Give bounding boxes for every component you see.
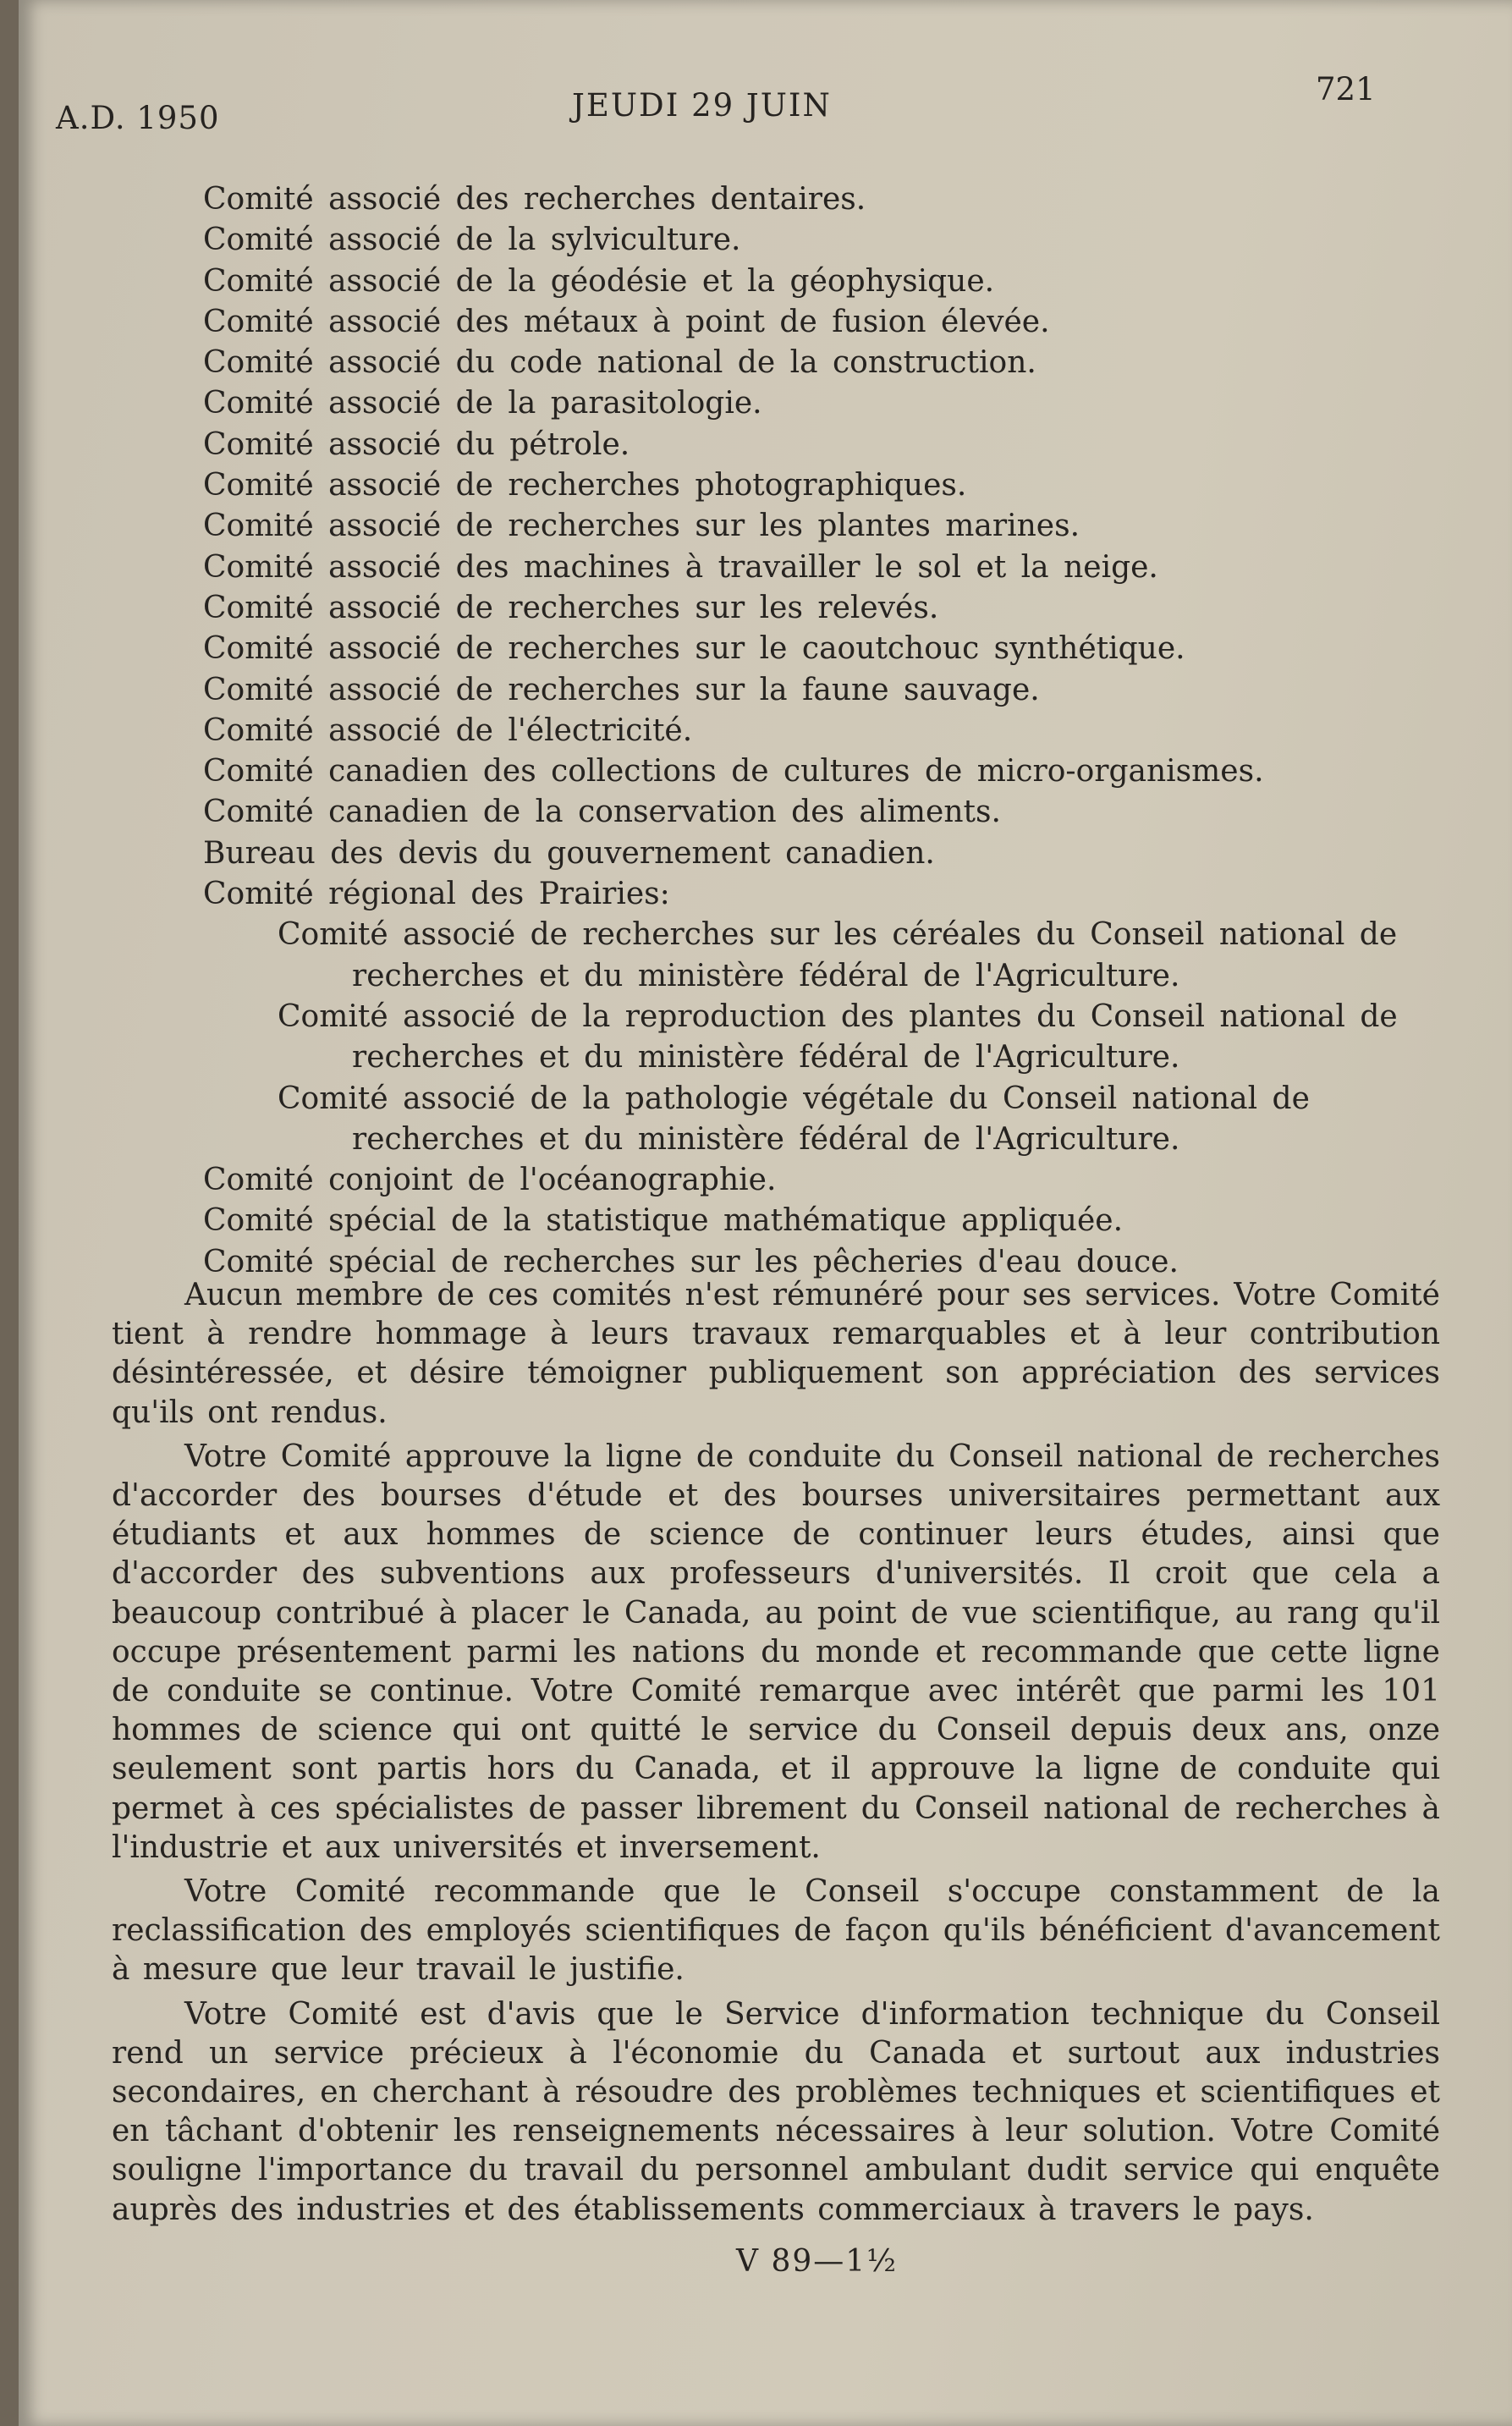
- committee-item: Comité associé des recherches dentaires.: [203, 182, 866, 217]
- header-year: A.D. 1950: [56, 100, 220, 136]
- committee-item: Comité associé des machines à travailler le sol et la neige.: [203, 549, 1158, 585]
- committee-list: [203, 179, 1438, 1283]
- prairies-heading: Comité régional des Prairies:: [203, 877, 670, 912]
- committee-item: Comité associé de recherches sur les plantes marines.: [203, 509, 1080, 544]
- page-header: [19, 0, 1512, 169]
- committee-item: Comité associé de la sylviculture.: [203, 223, 741, 258]
- committee-item: Comité associé de la géodésie et la géophysique.: [203, 263, 995, 299]
- prairies-item-text: Comité associé de recherches sur les céréales du Conseil national de recherches et du ministère fédéral de l'Agriculture.: [278, 917, 1398, 993]
- paragraph: Votre Comité approuve la ligne de conduite du Conseil national de recherches d'accorder des bourses d'étude et des bourses universitaires permettant aux étudiants et aux hommes de science de continuer leurs études, ainsi que d'accorder des subventions aux professeurs d'universités. Il croit que cela a beaucoup contribué à placer le Canada, au point de vue scientifique, au rang qu'il occupe présentement parmi les nations du monde et recommande que cette ligne de conduite se continue. Votre Comité remarque avec intérêt que parmi les 101 hommes de science qui ont quitté le service du Conseil depuis deux ans, onze seulement sont partis hors du Canada, et il approuve la ligne de conduite qui permet à ces spécialistes de passer librement du Conseil national de recherches à l'industrie et aux universités et inversement.: [112, 1439, 1440, 1865]
- committee-item: Comité spécial de la statistique mathématique appliquée.: [203, 1203, 1124, 1239]
- prairies-item-text: Comité associé de la pathologie végétale du Conseil national de recherches et du ministère fédéral de l'Agriculture.: [278, 1081, 1310, 1157]
- committee-item: Bureau des devis du gouvernement canadien.: [203, 835, 935, 871]
- prairies-item: [203, 915, 1438, 997]
- committee-item: Comité canadien des collections de cultures de micro-organismes.: [203, 754, 1264, 789]
- paragraph: Aucun membre de ces comités n'est rémunéré pour ses services. Votre Comité tient à rendre hommage à leurs travaux remarquables et à leur contribution désintéressée, et désire témoigner publiquement son appréciation des services qu'ils ont rendus.: [112, 1278, 1440, 1430]
- document-page: [19, 0, 1512, 2426]
- committee-item: Comité conjoint de l'océanographie.: [203, 1163, 777, 1198]
- committee-item: Comité associé du pétrole.: [203, 426, 630, 462]
- committee-item: Comité associé de recherches photographiques.: [203, 468, 967, 503]
- committee-item: Comité associé de recherches sur les relevés.: [203, 590, 939, 625]
- committee-item: Comité associé du code national de la construction.: [203, 345, 1036, 381]
- committee-item: Comité associé de la parasitologie.: [203, 386, 762, 421]
- committee-item: Comité associé de recherches sur la faune sauvage.: [203, 672, 1040, 707]
- committee-item: Comité spécial de recherches sur les pêcheries d'eau douce.: [203, 1244, 1179, 1279]
- committee-item: Comité associé des métaux à point de fusion élevée.: [203, 304, 1050, 339]
- committee-item: Comité associé de recherches sur le caoutchouc synthétique.: [203, 631, 1185, 667]
- prairies-item: [203, 1079, 1438, 1161]
- prairies-item: [203, 997, 1438, 1079]
- header-date: JEUDI 29 JUIN: [572, 87, 832, 124]
- committee-item: Comité canadien de la conservation des aliments.: [203, 795, 1001, 830]
- committee-item: Comité associé de l'électricité.: [203, 712, 693, 748]
- page-number: 721: [1316, 71, 1376, 107]
- report-body: [112, 1276, 1440, 2235]
- signature-mark: V 89—1½: [736, 2244, 899, 2279]
- paragraph: Votre Comité recommande que le Conseil s'occupe constamment de la reclassification des employés scientifiques de façon qu'ils bénéficient d'avancement à mesure que leur travail le justifie.: [112, 1874, 1440, 1988]
- paragraph: Votre Comité est d'avis que le Service d'information technique du Conseil rend un service précieux à l'économie du Canada et surtout aux industries secondaires, en cherchant à résoudre des problèmes techniques et scientifiques et en tâchant d'obtenir les renseignements nécessaires à leur solution. Votre Comité souligne l'importance du travail du personnel ambulant dudit service qui enquête auprès des industries et des établissements commerciaux à travers le pays.: [112, 1996, 1440, 2227]
- prairies-item-text: Comité associé de la reproduction des plantes du Conseil national de recherches et du ministère fédéral de l'Agriculture.: [278, 998, 1398, 1075]
